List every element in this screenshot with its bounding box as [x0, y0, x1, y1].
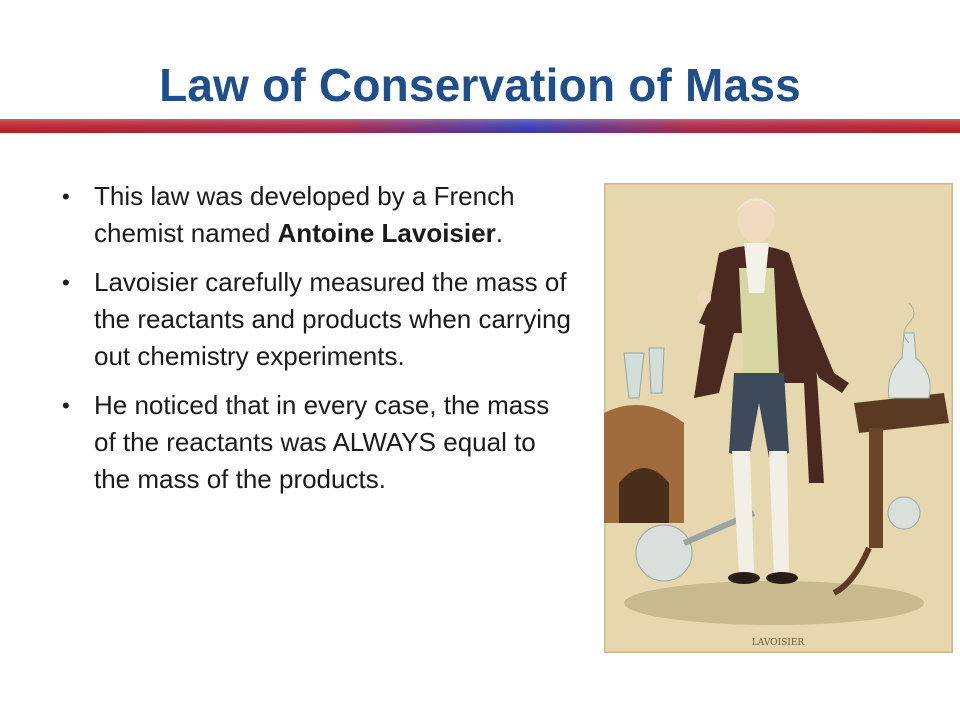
bullet-item: • He noticed that in every case, the mass of the reactants was ALWAYS equal to the mass of the products. [58, 387, 578, 498]
portrait-caption: LAVOISIER [751, 638, 805, 648]
chemist-name: Antoine Lavoisier [277, 218, 496, 248]
bullet-glyph: • [62, 270, 70, 295]
bullet-glyph: • [62, 393, 70, 418]
bullet-item: • This law was developed by a French chemist named Antoine Lavoisier. [58, 178, 578, 252]
bullet-glyph: • [62, 184, 70, 209]
slide-title: Law of Conservation of Mass [159, 59, 801, 111]
bullet-item: • Lavoisier carefully measured the mass of the reactants and products when carrying out chemistry experiments. [58, 264, 578, 375]
bullet-list [58, 178, 578, 510]
title-divider [0, 119, 960, 133]
lavoisier-portrait [604, 183, 953, 653]
